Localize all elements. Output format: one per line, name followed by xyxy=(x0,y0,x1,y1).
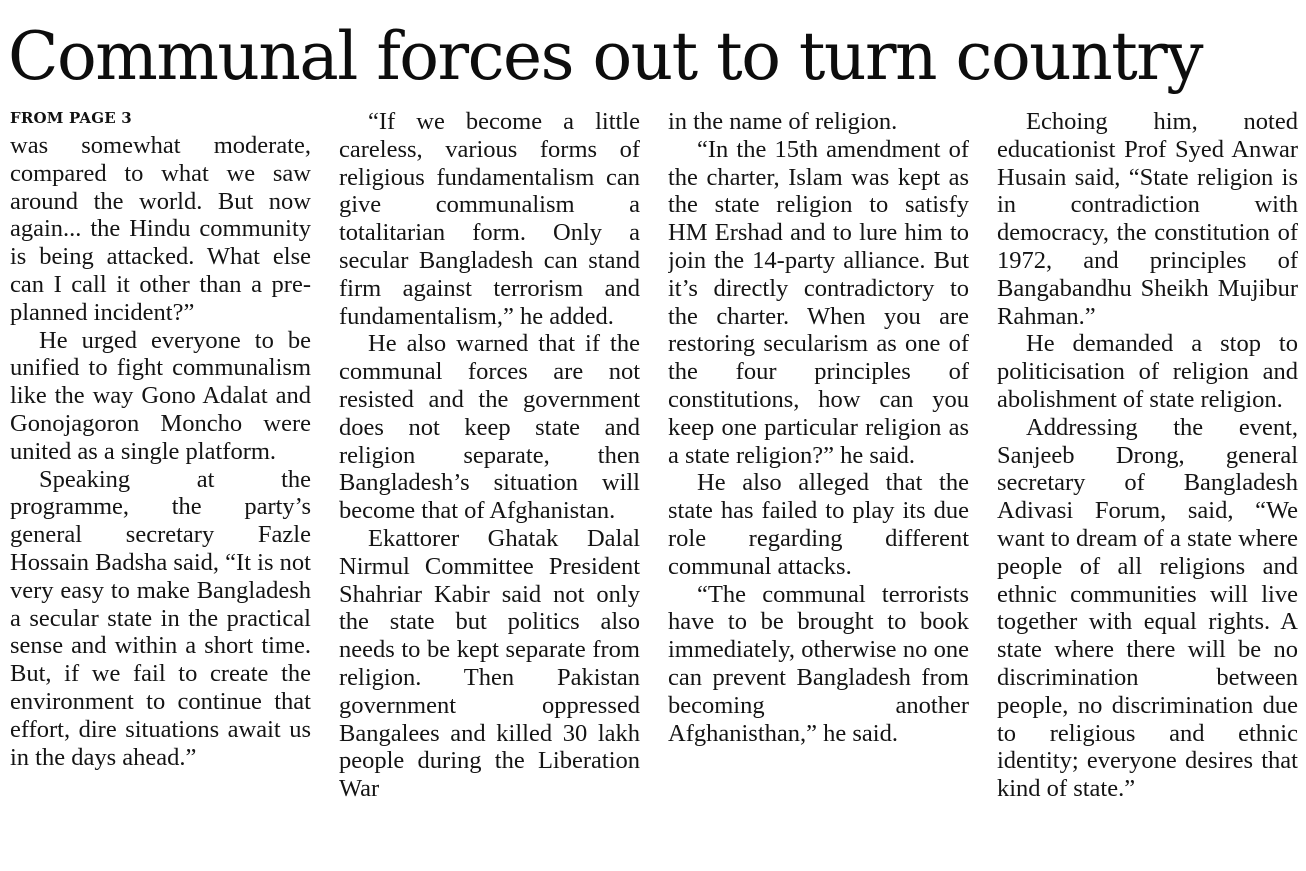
paragraph: Ekattorer Ghatak Dalal Nirmul Committee President Shahriar Kabir said not only the state but politics also needs to be kept separate from religion. Then Pakistan government oppressed Bangalees and killed 30 lakh people during the Liberation War xyxy=(339,524,640,803)
paragraph: He also alleged that the state has failed to play its due role regarding different communal attacks. xyxy=(668,469,969,580)
paragraph: He urged everyone to be unified to fight communalism like the way Gono Adalat and Gonojagoron Moncho were united as a single platform. xyxy=(10,326,311,465)
paragraph: Addressing the event, Sanjeeb Drong, general secretary of Bangladesh Adivasi Forum, said, “We want to dream of a state where people of all religions and ethnic communities will live together with equal rights. A state where there will be no discrimination between people, no discrimination due to religious and ethnic identity; everyone desires that kind of state.” xyxy=(997,413,1298,803)
headline: Communal forces out to turn country xyxy=(8,18,1203,95)
article-column-2 xyxy=(339,108,640,864)
article-column-3 xyxy=(668,108,969,864)
paragraph: “In the 15th amendment of the charter, Islam was kept as the state religion to satisfy HM Ershad and to lure him to join the 14-party alliance. But it’s directly contradictory to the charter. When you are restoring secularism as one of the four principles of constitutions, how can you keep one particular religion as a state religion?” he said. xyxy=(668,135,969,469)
paragraph: He demanded a stop to politicisation of religion and abolishment of state religion. xyxy=(997,330,1298,413)
article-column-4 xyxy=(997,108,1298,864)
article-column-1 xyxy=(10,132,311,864)
continuation-kicker: FROM PAGE 3 xyxy=(10,109,132,127)
paragraph: He also warned that if the communal forces are not resisted and the government does not keep state and religion separate, then Bangladesh’s situation will become that of Afghanistan. xyxy=(339,330,640,525)
paragraph: Echoing him, noted educationist Prof Syed Anwar Husain said, “State religion is in contradiction with democracy, the constitution of 1972, and principles of Bangabandhu Sheikh Mujibur Rahman.” xyxy=(997,108,1298,330)
paragraph: “The communal terrorists have to be brought to book immediately, otherwise no one can prevent Bangladesh from becoming another Afghanisthan,” he said. xyxy=(668,580,969,747)
paragraph: was somewhat moderate, compared to what we saw around the world. But now again... the Hindu community is being attacked. What else can I call it other than a pre-planned incident?” xyxy=(10,132,311,326)
paragraph: in the name of religion. xyxy=(668,108,898,135)
paragraph: Speaking at the programme, the party’s general secretary Fazle Hossain Badsha said, “It is not very easy to make Bangladesh a secular state in the practical sense and within a short time. But, if we fail to create the environment to continue that effort, dire situations await us in the days ahead.” xyxy=(10,465,311,771)
paragraph: “If we become a little careless, various forms of religious fundamentalism can give communalism a totalitarian form. Only a secular Bangladesh can stand firm against terrorism and fundamentalism,” he added. xyxy=(339,108,640,330)
